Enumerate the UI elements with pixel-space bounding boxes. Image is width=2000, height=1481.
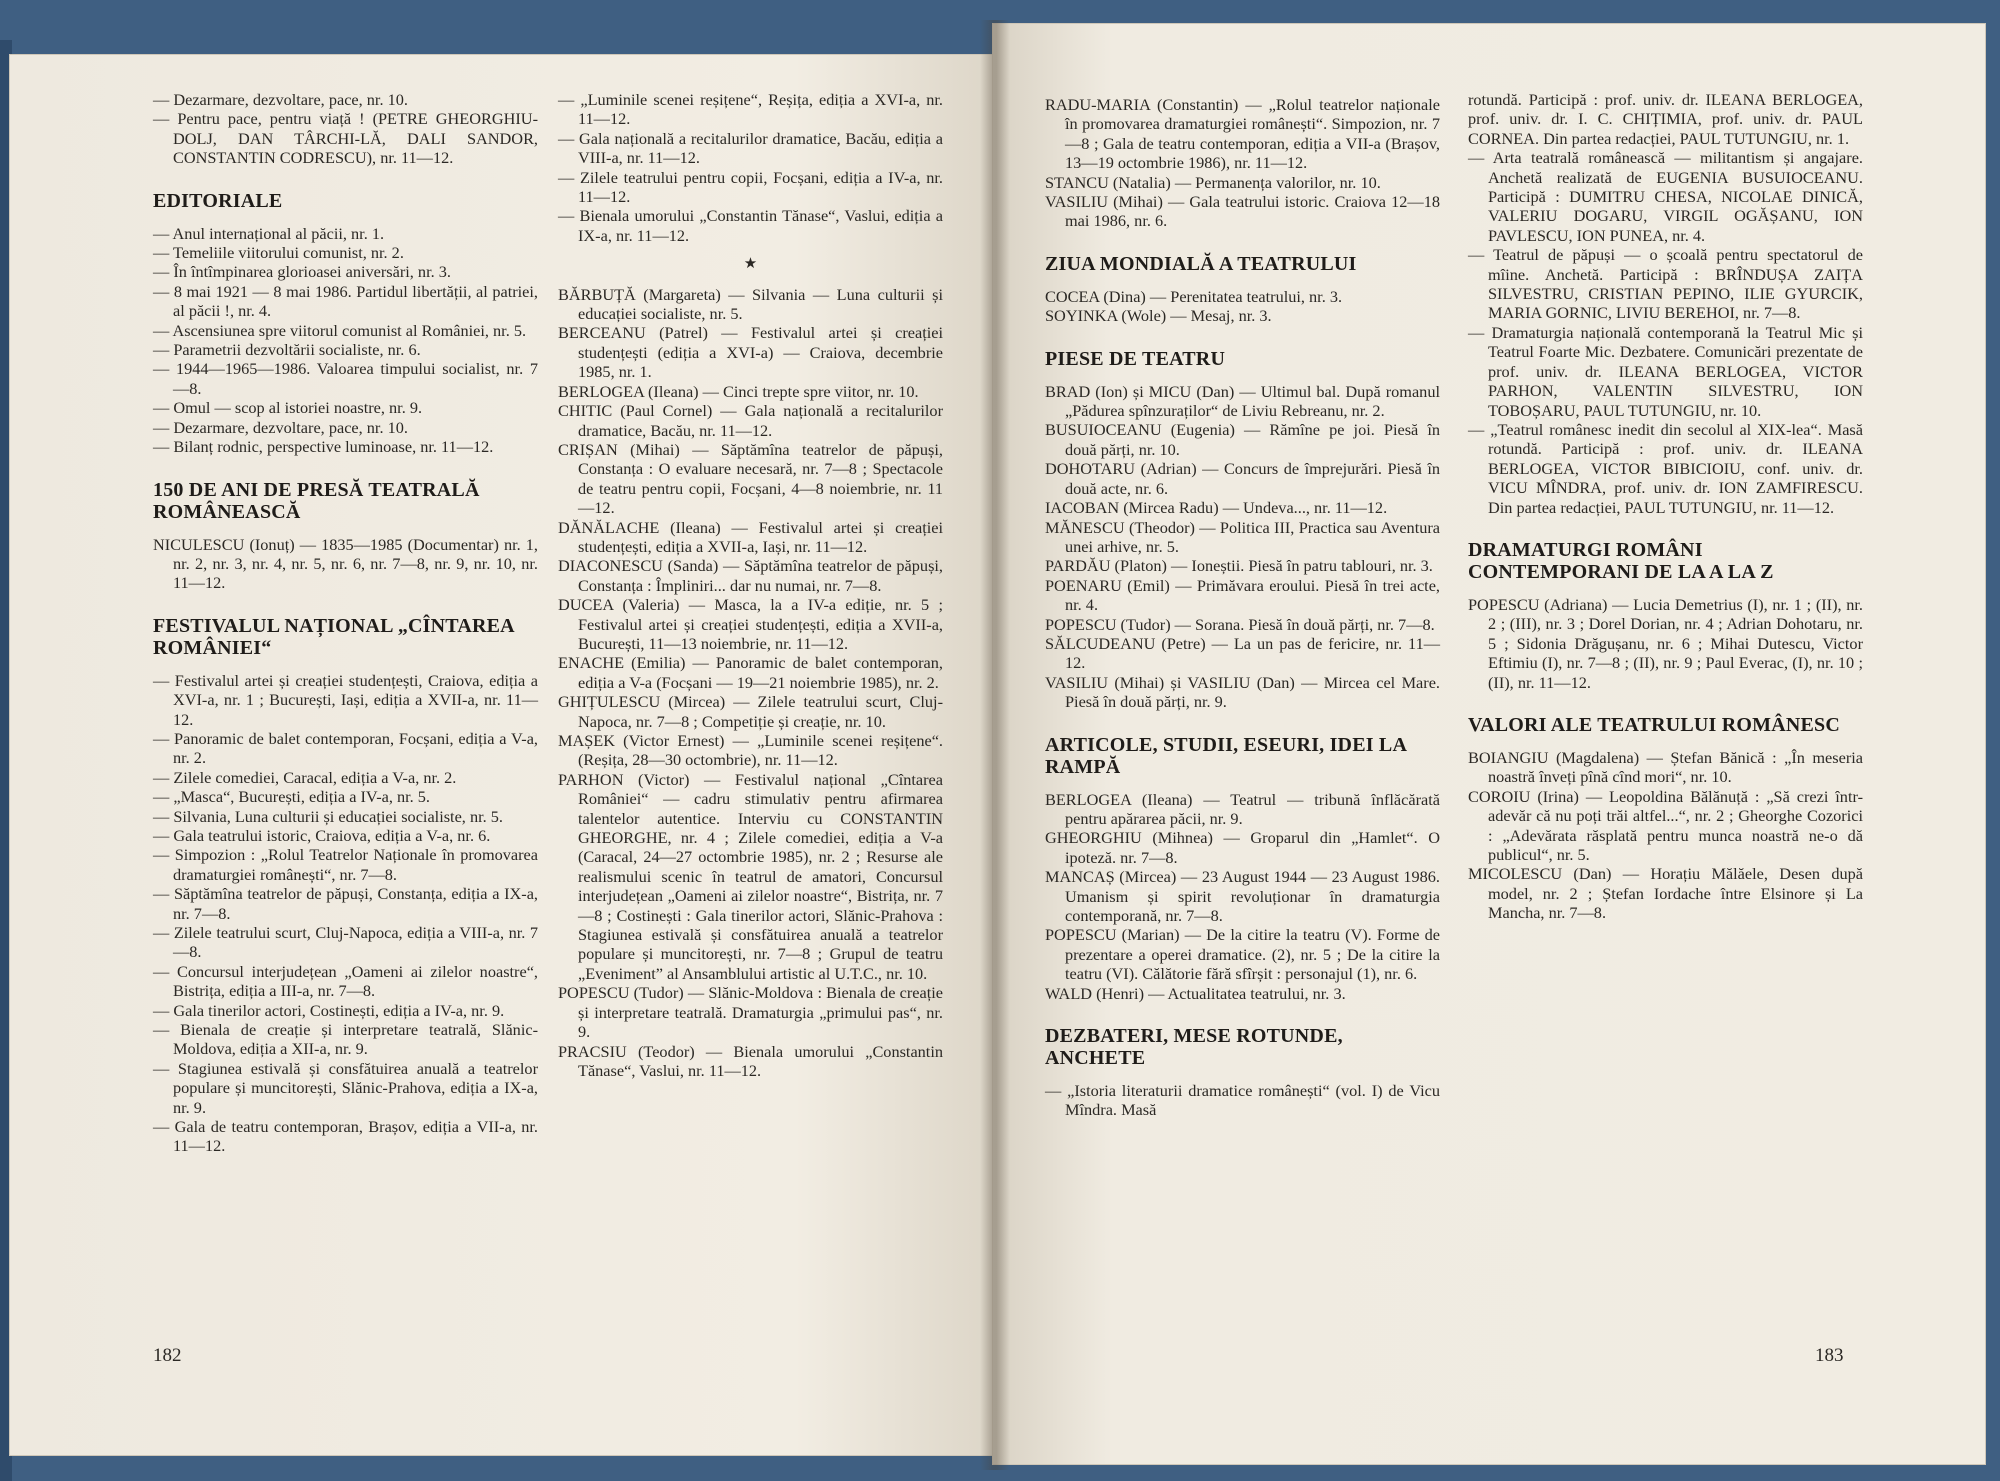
index-entry: — Bienala umorului „Constantin Tănase“, Vaslui, ediția a IX-a, nr. 11—12. <box>558 206 943 245</box>
index-entry: BRAD (Ion) și MICU (Dan) — Ultimul bal. După romanul „Pădurea spînzuraților“ de Liviu Rebreanu, nr. 2. <box>1045 381 1440 421</box>
index-entry: WALD (Henri) — Actualitatea teatrului, nr. 3. <box>1045 983 1346 1003</box>
index-entry: — Festivalul artei și creației studențești, Craiova, ediția a XVI-a, nr. 1 ; București, Iași, ediția a XVII-a, nr. 11—12. <box>153 670 538 729</box>
index-entry: — Temeliile viitorului comunist, nr. 2. <box>153 243 404 263</box>
index-entry: — Gala tinerilor actori, Costinești, ediția a IV-a, nr. 9. <box>153 1000 505 1020</box>
col4-entries-b <box>1468 595 1863 692</box>
index-entry: — Gala teatrului istoric, Craiova, ediția a V-a, nr. 6. <box>153 825 491 845</box>
column-1 <box>153 90 538 1156</box>
section-heading-dezbateri: DEZBATERI, MESE ROTUNDE, ANCHETE <box>1045 1025 1343 1070</box>
col2-entries-a <box>558 90 943 245</box>
index-entry: — Dramaturgia națională contemporană la Teatrul Mic și Teatrul Foarte Mic. Dezbatere. Comunicări prezentate de prof. univ. dr. ILEANA BERLOGEA, VICTOR PARHON, VALENTIN SILVESTRU, ION TOBOȘARU, PAUL TUTUNGIU, nr. 10. <box>1468 322 1863 420</box>
column-4 <box>1468 90 1863 923</box>
index-entry: POPESCU (Tudor) — Sorana. Piesă în două părți, nr. 7—8. <box>1045 614 1435 634</box>
index-entry: NICULESCU (Ionuț) — 1835—1985 (Documentar) nr. 1, nr. 2, nr. 3, nr. 4, nr. 5, nr. 6, nr. 7—8, nr. 9, nr. 10, nr. 11—12. <box>153 534 538 593</box>
index-entry: CHITIC (Paul Cornel) — Gala națională a recitalurilor dramatice, Bacău, nr. 11—12. <box>558 401 943 440</box>
col4-entries-c <box>1468 748 1863 923</box>
index-entry: CRIȘAN (Mihai) — Săptămîna teatrelor de păpuși, Constanța : O evaluare necesară, nr. 7—8 ; Spectacole de teatru pentru copii, Focșani, 4—8 noiembrie, nr. 11—12. <box>558 439 943 518</box>
page-number-right: 183 <box>1815 1345 1844 1366</box>
index-entry: — Bilanț rodnic, perspective luminoase, nr. 11—12. <box>153 437 494 457</box>
index-entry: GHEORGHIU (Mihnea) — Groparul din „Hamlet“. O ipoteză. nr. 7—8. <box>1045 828 1440 867</box>
section-heading-dramaturgi: DRAMATURGI ROMÂNI CONTEMPORANI DE LA A LA Z <box>1468 538 1774 583</box>
index-entry: GHIȚULESCU (Mircea) — Zilele teatrului scurt, Cluj-Napoca, nr. 7—8 ; Competiție și creație, nr. 10. <box>558 692 943 731</box>
index-entry: — Gala națională a recitalurilor dramatice, Bacău, ediția a VIII-a, nr. 11—12. <box>558 128 943 168</box>
section-heading-editoriale: EDITORIALE <box>153 189 283 212</box>
index-entry: — Zilele teatrului scurt, Cluj-Napoca, ediția a VIII-a, nr. 7—8. <box>153 923 538 962</box>
star-separator: ★ <box>743 256 758 273</box>
col1-entries-c <box>153 535 538 593</box>
section-heading-piese: PIESE DE TEATRU <box>1045 347 1226 370</box>
index-entry: — Panoramic de balet contemporan, Focșani, ediția a V-a, nr. 2. <box>153 728 538 768</box>
index-entry: — Anul internațional al păcii, nr. 1. <box>153 223 385 243</box>
index-entry: — „Luminile scenei reșițene“, Reșița, ediția a XVI-a, nr. 11—12. <box>558 90 943 129</box>
index-entry: — Silvania, Luna culturii și educației socialiste, nr. 5. <box>153 806 503 826</box>
index-entry: IACOBAN (Mircea Radu) — Undeva..., nr. 11—12. <box>1045 498 1388 518</box>
col4-entries-a <box>1468 90 1863 517</box>
index-entry: MĂNESCU (Theodor) — Politica III, Practica sau Aventura unei arhive, nr. 5. <box>1045 517 1440 556</box>
index-entry: — Gala de teatru contemporan, Brașov, ediția a VII-a, nr. 11—12. <box>153 1117 538 1156</box>
index-entry: COROIU (Irina) — Leopoldina Bălănuță : „Să crezi într-adevăr că nu poți trăi altfel...“, nr. 2 ; Gheorghe Cozorici : „Adevărata răsplată pentru munca noastră ne-o dă publicul“, nr. 5. <box>1468 786 1863 864</box>
index-entry: — Stagiunea estivală și consfătuirea anuală a teatrelor populare și muncitorești, Slănic-Prahova, ediția a IX-a, nr. 9. <box>153 1058 538 1117</box>
index-entry: PARDĂU (Platon) — Ioneștii. Piesă în patru tablouri, nr. 3. <box>1045 556 1433 576</box>
index-entry: — Simpozion : „Rolul Teatrelor Naționale în promovarea dramaturgiei românești“, nr. 7—8. <box>153 845 538 884</box>
index-entry: POPESCU (Tudor) — Slănic-Moldova : Bienala de creație și interpretare teatrală. Dramaturgia „primului pas“, nr. 9. <box>558 983 943 1042</box>
index-entry: BERLOGEA (Ileana) — Cinci trepte spre viitor, nr. 10. <box>558 381 919 401</box>
index-entry: — În întîmpinarea glorioasei aniversări, nr. 3. <box>153 262 451 282</box>
index-entry: SOYINKA (Wole) — Mesaj, nr. 3. <box>1045 306 1272 326</box>
index-entry: — Zilele comediei, Caracal, ediția a V-a, nr. 2. <box>153 767 457 787</box>
index-entry: — 1944—1965—1986. Valoarea timpului socialist, nr. 7—8. <box>153 359 538 398</box>
column-2 <box>558 90 943 1080</box>
index-entry: DOHOTARU (Adrian) — Concurs de împrejurări. Piesă în două acte, nr. 6. <box>1045 459 1440 498</box>
index-entry: — 8 mai 1921 — 8 mai 1986. Partidul libertății, al patriei, al păcii !, nr. 4. <box>153 281 538 321</box>
col3-entries-c <box>1045 382 1440 712</box>
index-entry: DIACONESCU (Sanda) — Săptămîna teatrelor de păpuși, Constanța : Împliniri... dar nu numai, nr. 7—8. <box>558 556 943 595</box>
index-entry: MANCAȘ (Mircea) — 23 August 1944 — 23 August 1986. Umanism și spirit revoluționar în dramaturgia contemporană, nr. 7—8. <box>1045 867 1440 925</box>
index-entry: BERLOGEA (Ileana) — Teatrul — tribună înflăcărată pentru apărarea păcii, nr. 9. <box>1045 789 1440 828</box>
index-entry: POENARU (Emil) — Primăvara eroului. Piesă în trei acte, nr. 4. <box>1045 575 1440 615</box>
index-entry: POPESCU (Adriana) — Lucia Demetrius (I), nr. 1 ; (II), nr. 2 ; (III), nr. 3 ; Dorel Dorian, nr. 4 ; Adrian Dohotaru, nr. 5 ; Sidonia Drăgușanu, nr. 6 ; Mihai Dutescu, Victor Eftimiu (I), nr. 7—8 ; (II), nr. 9 ; Paul Everac, (I), nr. 10 ; (II), nr. 11—12. <box>1468 594 1863 692</box>
index-entry: MICOLESCU (Dan) — Horațiu Mălăele, Desen după model, nr. 2 ; Ștefan Iordache între Elsinore și La Mancha, nr. 7—8. <box>1468 864 1863 923</box>
index-entry: — „Teatrul românesc inedit din secolul al XIX-lea“. Masă rotundă. Participă : prof. univ. dr. ILEANA BERLOGEA, VICTOR BIBICIOIU, conf. univ. dr. VICU MÎNDRA, prof. univ. dr. ION ZAMFIRESCU. Din partea redacției, PAUL TUTUNGIU, nr. 11—12. <box>1468 419 1863 517</box>
index-entry: — Dezarmare, dezvoltare, pace, nr. 10. <box>153 417 408 437</box>
section-heading-ziua-mondiala: ZIUA MONDIALĂ A TEATRULUI <box>1045 252 1357 275</box>
index-entry: — Pentru pace, pentru viață ! (PETRE GHEORGHIU-DOLJ, DAN TÂRCHI-LĂ, DALI SANDOR, CONSTANTIN CODRESCU), nr. 11—12. <box>153 109 538 168</box>
section-heading-articole: ARTICOLE, STUDII, ESEURI, IDEI LA RAMPĂ <box>1045 733 1407 778</box>
index-entry: BUSUIOCEANU (Eugenia) — Rămîne pe joi. Piesă în două părți, nr. 10. <box>1045 420 1440 459</box>
index-entry: DĂNĂLACHE (Ileana) — Festivalul artei și creației studențești, ediția a XVII-a, Iași, nr. 11—12. <box>558 517 943 556</box>
index-entry: — Săptămîna teatrelor de păpuși, Constanța, ediția a IX-a, nr. 7—8. <box>153 884 538 923</box>
book-gutter <box>980 20 1010 1470</box>
index-entry: SĂLCUDEANU (Petre) — La un pas de fericire, nr. 11—12. <box>1045 633 1440 673</box>
col3-entries-e <box>1045 1081 1440 1120</box>
index-entry: — Parametrii dezvoltării socialiste, nr. 6. <box>153 340 421 360</box>
col1-entries-d <box>153 671 538 1156</box>
section-heading-presa: 150 DE ANI DE PRESĂ TEATRALĂ ROMÂNEASCĂ <box>153 478 480 523</box>
index-entry: BOIANGIU (Magdalena) — Ștefan Bănică : „În meseria noastră înveți pînă cînd mori“, nr. 10. <box>1468 747 1863 787</box>
column-3 <box>1045 95 1440 1120</box>
index-entry: — Bienala de creație și interpretare teatrală, Slănic-Moldova, ediția a XII-a, nr. 9. <box>153 1020 538 1059</box>
index-entry: POPESCU (Marian) — De la citire la teatru (V). Forme de prezentare a operei dramatice. (2), nr. 5 ; De la citire la teatru (VI). Călătorie fără sfîrșit : personajul (1), nr. 6. <box>1045 925 1440 984</box>
index-entry: — Teatrul de păpuși — o școală pentru spectatorul de mîine. Anchetă. Participă : BRÎNDUȘA ZAIȚA SILVESTRU, CRISTIAN PEPINO, ILIE GYURCIK, MARIA GORNIC, LIVIU BEREHOI, nr. 7—8. <box>1468 245 1863 323</box>
col1-entries-a <box>153 90 538 168</box>
index-entry: — Omul — scop al istoriei noastre, nr. 9. <box>153 398 423 418</box>
col1-entries-b <box>153 224 538 457</box>
index-entry: — Dezarmare, dezvoltare, pace, nr. 10. <box>153 90 408 109</box>
index-entry: COCEA (Dina) — Perenitatea teatrului, nr. 3. <box>1045 286 1343 306</box>
index-entry: MAȘEK (Victor Ernest) — „Luminile scenei reșițene“. (Reșița, 28—30 octombrie), nr. 11—12. <box>558 731 943 770</box>
index-entry: VASILIU (Mihai) și VASILIU (Dan) — Mircea cel Mare. Piesă în două părți, nr. 9. <box>1045 672 1440 712</box>
index-entry: — Arta teatrală românească — militantism și angajare. Anchetă realizată de EUGENIA BUSUIOCEANU. Participă : DUMITRU CHESA, NICOLAE DINICĂ, VALERIU DOGARU, VIRGIL OGĂȘANU, ION PAVLESCU, ION PUNEA, nr. 4. <box>1468 148 1863 245</box>
col3-entries-a <box>1045 95 1440 231</box>
index-entry: — Zilele teatrului pentru copii, Focșani, ediția a IV-a, nr. 11—12. <box>558 167 943 207</box>
index-entry: BĂRBUȚĂ (Margareta) — Silvania — Luna culturii și educației socialiste, nr. 5. <box>558 284 943 324</box>
index-entry: PARHON (Victor) — Festivalul național „Cîntarea României“ — cadru stimulativ pentru afirmarea talentelor autentice. Interviu cu CONSTANTIN GHEORGHE, nr. 4 ; Zilele comediei, ediția a V-a (Caracal, 24—27 octombrie 1985), nr. 2 ; Resurse ale realismului scenic în teatrul de amatori, Concursul interjudețean „Oameni ai zilelor noastre“, Bistrița, nr. 7—8 ; Costinești : Gala tinerilor actori, Slănic-Prahova : Stagiunea estivală și consfătuirea anuală a teatrelor populare și muncitorești, nr. 7—8 ; Grupul de teatru „Evenimentˮ al Ansamblului artistic al U.T.C., nr. 10. <box>558 769 943 983</box>
index-entry-continued: rotundă. Participă : prof. univ. dr. ILEANA BERLOGEA, prof. univ. dr. I. C. CHIȚIMIA, prof. univ. dr. PAUL CORNEA. Din partea redacției, PAUL TUTUNGIU, nr. 1. <box>1468 90 1863 148</box>
col3-entries-b <box>1045 287 1440 326</box>
page-number-left: 182 <box>153 1345 182 1366</box>
index-entry: DUCEA (Valeria) — Masca, la a IV-a ediție, nr. 5 ; Festivalul artei și creației studențești, ediția a XVII-a, București, 11—13 noiembrie, nr. 11—12. <box>558 595 943 653</box>
index-entry: — Concursul interjudețean „Oameni ai zilelor noastre“, Bistrița, ediția a III-a, nr. 7—8. <box>153 961 538 1001</box>
index-entry: PRACSIU (Teodor) — Bienala umorului „Constantin Tănase“, Vaslui, nr. 11—12. <box>558 1041 943 1080</box>
index-entry: STANCU (Natalia) — Permanența valorilor, nr. 10. <box>1045 172 1381 192</box>
index-entry: ENACHE (Emilia) — Panoramic de balet contemporan, ediția a V-a (Focșani — 19—21 noiembrie 1985), nr. 2. <box>558 653 943 692</box>
index-entry: — Ascensiunea spre viitorul comunist al României, nr. 5. <box>153 320 527 340</box>
section-heading-festival: FESTIVALUL NAȚIONAL „CÎNTAREA ROMÂNIEI“ <box>153 614 514 659</box>
index-entry: RADU-MARIA (Constantin) — „Rolul teatrelor naționale în promovarea dramaturgiei românești“. Simpozion, nr. 7—8 ; Gala de teatru contemporan, ediția a VII-a (Brașov, 13—19 octombrie 1986), nr. 11—12. <box>1045 95 1440 173</box>
col2-entries-b <box>558 285 943 1081</box>
index-entry: VASILIU (Mihai) — Gala teatrului istoric. Craiova 12—18 mai 1986, nr. 6. <box>1045 192 1440 231</box>
index-entry: — „Masca“, București, ediția a IV-a, nr. 5. <box>153 787 430 807</box>
section-heading-valori: VALORI ALE TEATRULUI ROMÂNESC <box>1468 713 1840 736</box>
index-entry: — „Istoria literaturii dramatice românești“ (vol. I) de Vicu Mîndra. Masă <box>1045 1081 1440 1120</box>
index-entry: BERCEANU (Patrel) — Festivalul artei și creației studențești (ediția a XVI-a) — Craiova, decembrie 1985, nr. 1. <box>558 323 943 382</box>
col3-entries-d <box>1045 790 1440 1003</box>
